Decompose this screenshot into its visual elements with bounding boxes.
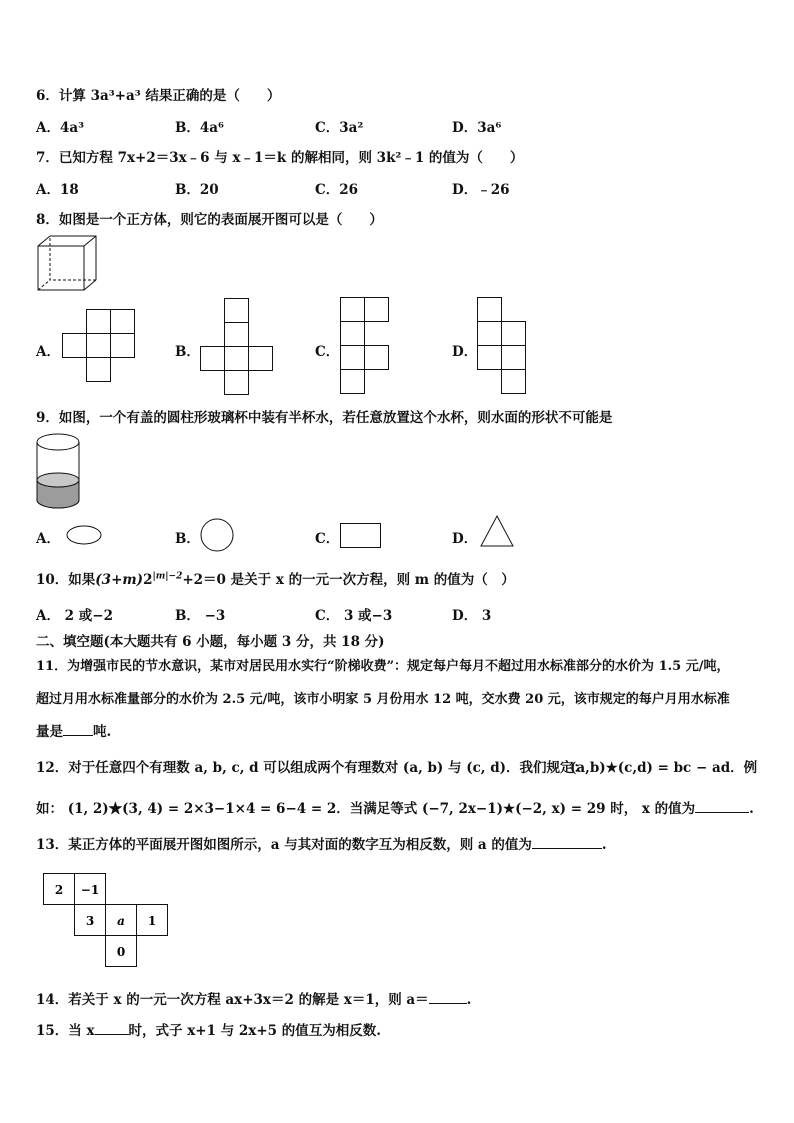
q8-label-c: C．: [315, 344, 340, 360]
net-cell-text: a: [117, 914, 125, 928]
q7-stem: 7．已知方程 7x+2＝3x﹣6 与 x﹣1＝k 的解相同，则 3k²﹣1 的值为（ ）: [36, 150, 524, 166]
q10-option-c: C． 3 或−3: [315, 608, 393, 624]
q14-stem: 14．若关于 x 的一元一次方程 ax+3x＝2 的解是 x＝1，则 a＝ .: [36, 992, 472, 1008]
q7-option-d: D．﹣26: [452, 182, 510, 198]
q7-option-c: C．26: [315, 182, 359, 198]
ellipse-shape: [66, 525, 102, 545]
q12-line1a: 12．对于任意四个有理数 a, b, c, d 可以组成两个有理数对 (a, b) 与 (c, d)．我们规定：: [36, 760, 588, 776]
q9-label-d: D．: [452, 531, 478, 547]
q6-stem: 6．计算 3a³+a³ 结果正确的是（ ）: [36, 88, 281, 104]
net-figure-c: [340, 297, 390, 395]
q8-stem: 8．如图是一个正方体，则它的表面展开图可以是（ ）: [36, 212, 383, 228]
net-figure-a: [62, 309, 136, 383]
q8-label-d: D．: [452, 344, 478, 360]
net-figure-d: [477, 297, 527, 395]
q11-line2: 超过月用水标准量部分的水价为 2.5 元/吨，该市小明家 5 月份用水 12 吨，交水费 20 元，该市规定的每户月用水标准: [36, 692, 730, 707]
q11-line1: 11．为增强市民的节水意识，某市对居民用水实行“阶梯收费”：规定每户每月不超过用水标准部分的水价为 1.5 元/吨，: [36, 659, 730, 674]
cube-figure: [38, 236, 98, 292]
q12-line2: 如： (1, 2)★(3, 4) = 2×3−1×4 = 6−4 = 2．当满足等式 (−7, 2x−1)★(−2, x) = 29 时， x 的值为 .: [36, 801, 754, 817]
rectangle-shape: [340, 523, 382, 549]
q8-label-a: A．: [36, 344, 60, 360]
triangle-shape: [480, 515, 514, 547]
q12-line1b: (a,b)★(c,d) = bc − ad．例: [570, 760, 758, 776]
q10-option-d: D． 3: [452, 608, 492, 624]
q13-stem: 13．某正方体的平面展开图如图所示，a 与其对面的数字互为相反数，则 a 的值为 .: [36, 837, 607, 853]
q15-stem: 15．当 x 时，式子 x+1 与 2x+5 的值互为相反数.: [36, 1023, 381, 1039]
net-cell-text: −1: [80, 883, 100, 897]
net-figure-b: [200, 298, 274, 396]
q6-option-b: B．4a⁶: [175, 120, 224, 136]
net-cell-text: 2: [54, 883, 64, 897]
q6-option-a: A．4a³: [36, 120, 85, 136]
q7-option-a: A．18: [36, 182, 79, 198]
answer-blank[interactable]: [429, 991, 467, 1004]
q9-label-b: B．: [175, 531, 200, 547]
q11-line3: 量是 吨.: [36, 724, 112, 740]
q9-stem: 9．如图，一个有盖的圆柱形玻璃杯中装有半杯水，若任意放置这个水杯，则水面的形状不可能是: [36, 410, 613, 426]
q6-option-c: C．3a²: [315, 120, 364, 136]
glass-cup-figure: [36, 432, 80, 510]
numbered-cube-net: [43, 873, 183, 973]
q10-option-b: B． −3: [175, 608, 226, 624]
answer-blank[interactable]: [63, 723, 93, 736]
section-heading: 二、填空题(本大题共有 6 小题，每小题 3 分，共 18 分): [36, 634, 385, 650]
answer-blank[interactable]: [695, 800, 749, 813]
q6-option-d: D．3a⁶: [452, 120, 502, 136]
q10-stem: 10．如果$(3+m)2^{|m|-2}+2=0$ 是关于 x 的一元一次方程，则 m 的值为（ ）: [36, 571, 515, 588]
q9-label-a: A．: [36, 531, 60, 547]
q10-option-a: A． 2 或−2: [36, 608, 113, 624]
net-cell-text: 3: [85, 914, 95, 928]
q7-option-b: B．20: [175, 182, 219, 198]
circle-shape: [200, 518, 234, 552]
q9-label-c: C．: [315, 531, 340, 547]
net-cell-text: 1: [147, 914, 157, 928]
net-cell-text: 0: [116, 945, 126, 959]
answer-blank[interactable]: [532, 836, 602, 849]
q8-label-b: B．: [175, 344, 200, 360]
answer-blank[interactable]: [95, 1022, 129, 1035]
